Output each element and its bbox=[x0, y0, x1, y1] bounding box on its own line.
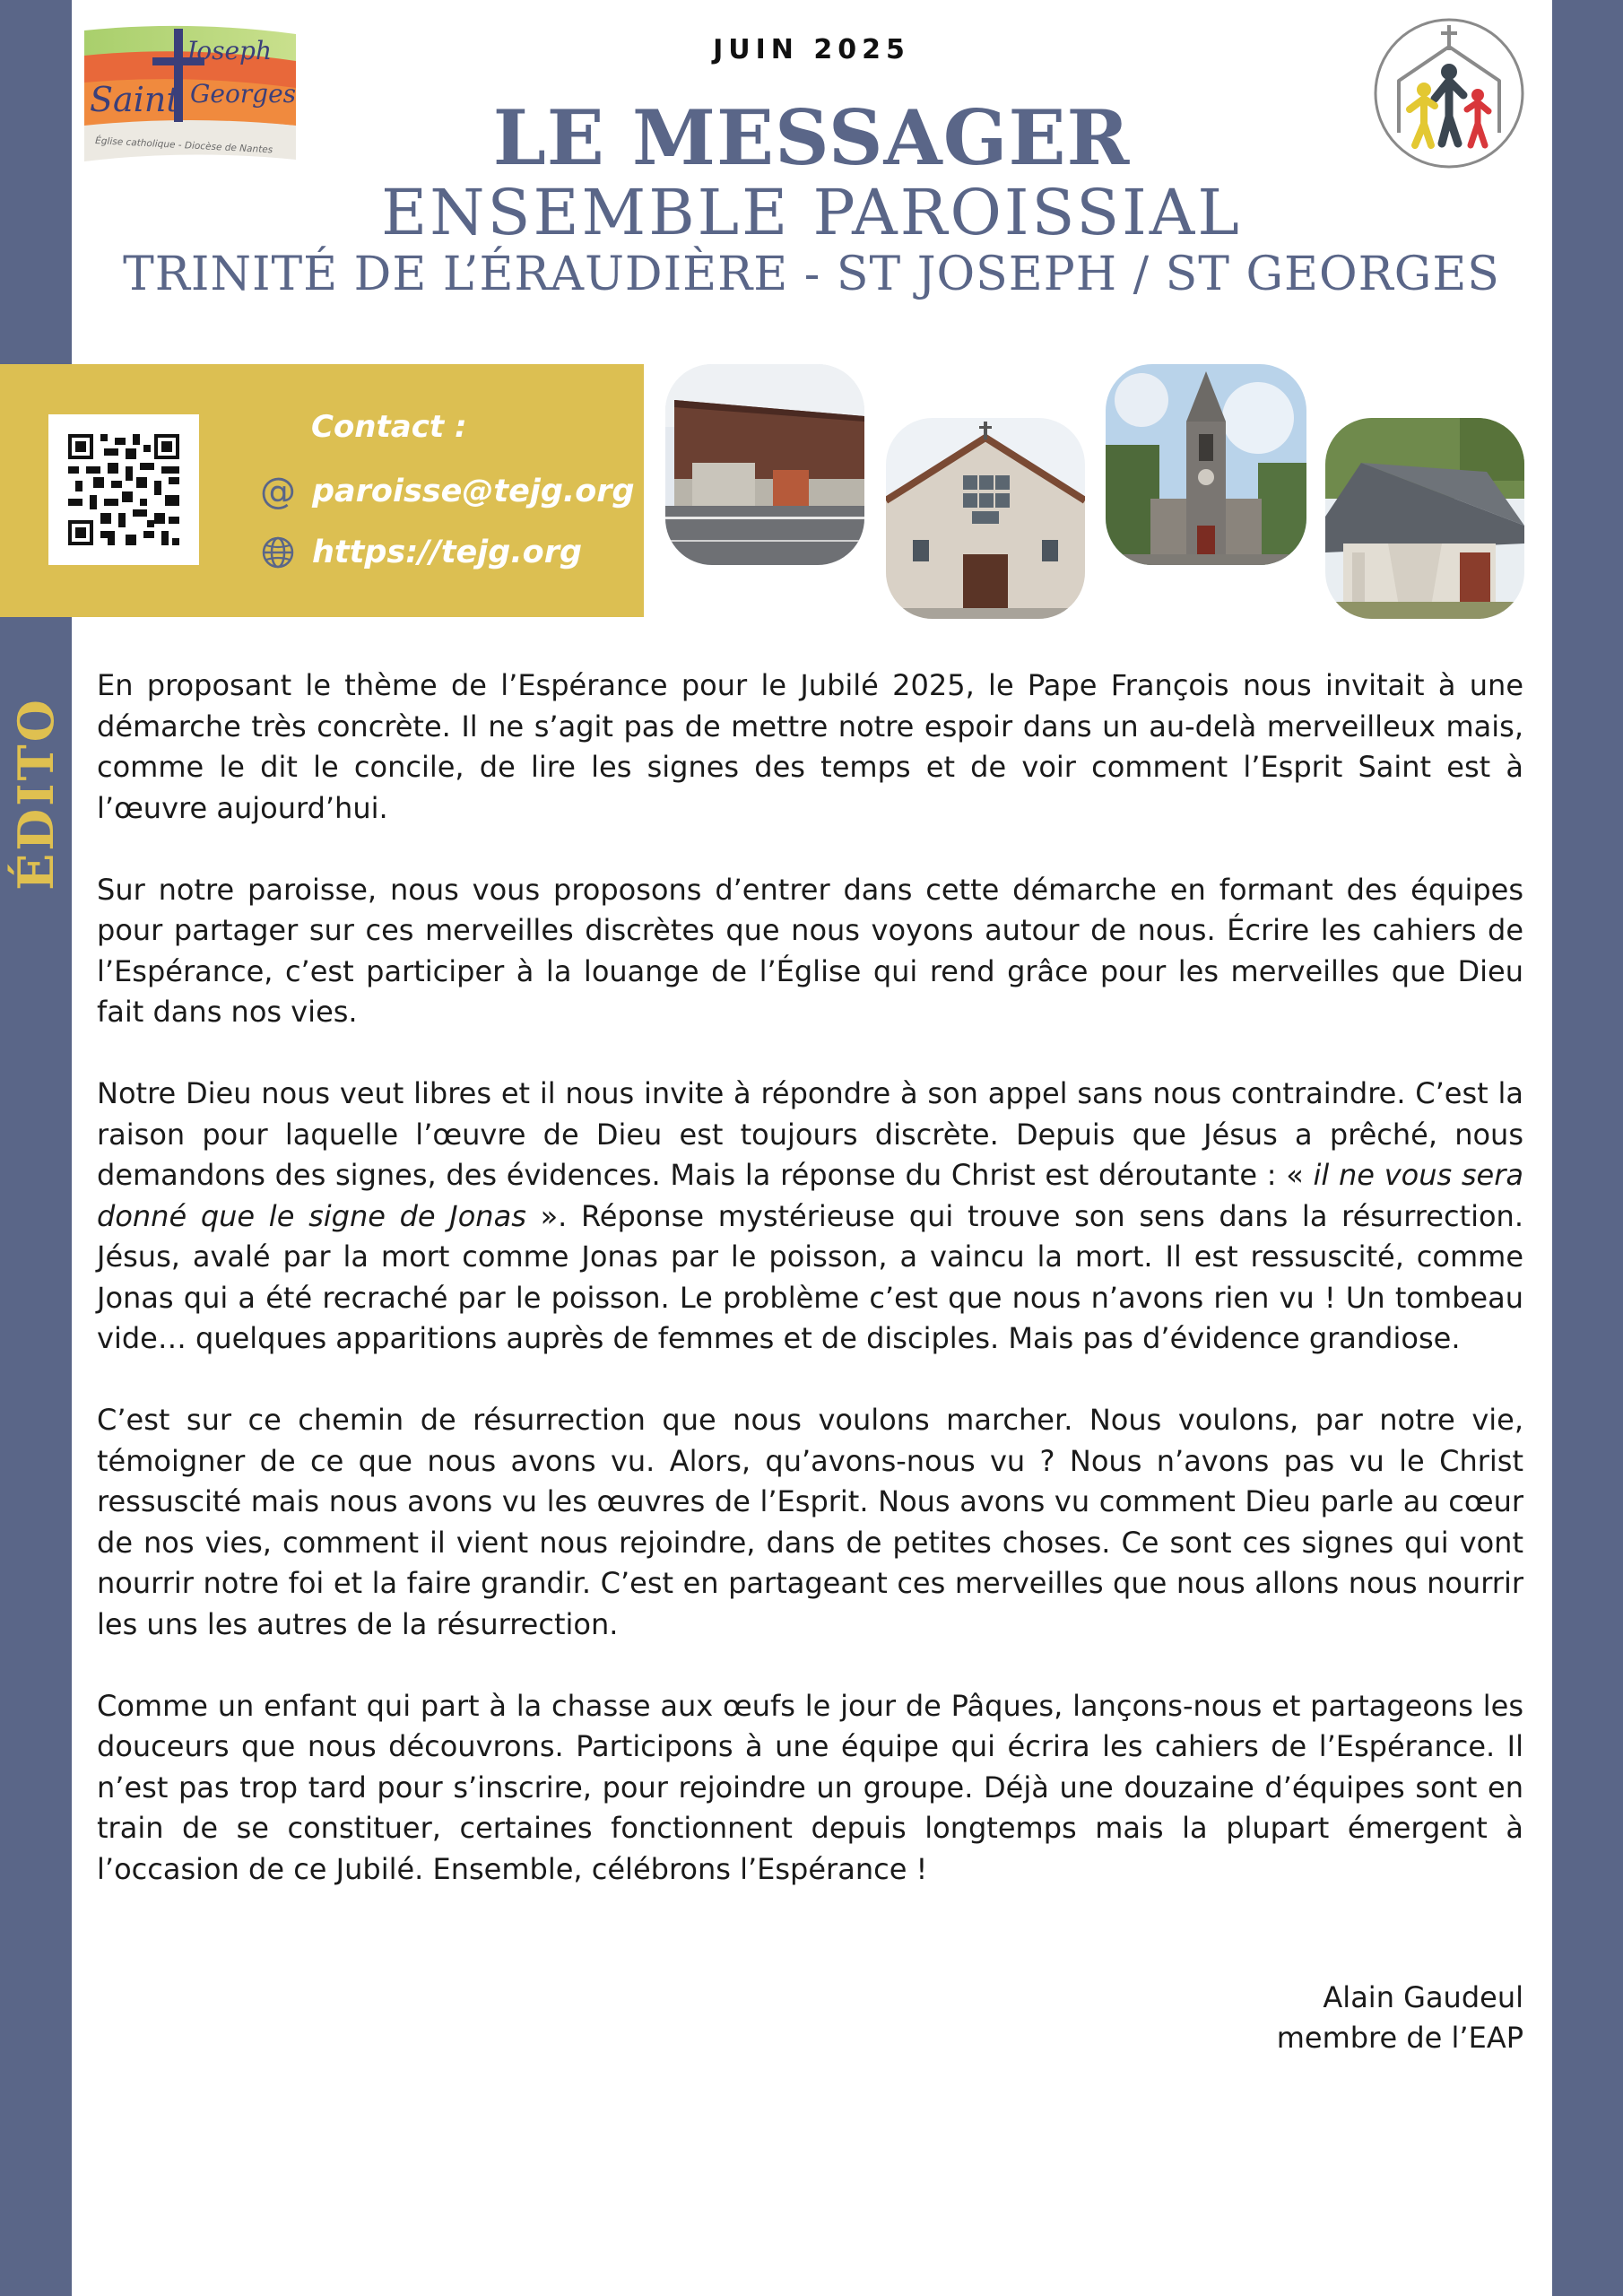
logo-text-saint: Saint bbox=[90, 80, 180, 119]
right-sidebar-band bbox=[1552, 0, 1623, 2296]
article-paragraph-3 bbox=[97, 1074, 1523, 1360]
newsletter-subtitle: ENSEMBLE PAROISSIAL bbox=[381, 176, 1242, 249]
at-icon: @ bbox=[260, 471, 296, 512]
newsletter-title: LE MESSAGER bbox=[492, 93, 1131, 182]
church-photo-3 bbox=[1106, 364, 1306, 565]
church-photo-2 bbox=[886, 418, 1085, 619]
article-paragraph-4: C’est sur ce chemin de résurrection que nous voulons marcher. Nous voulons, par notre vie, témoigner de ce que nous avons vu. Alors, qu’avons-nous vu ? Nous n’avons pas vu le Christ ressuscité mais nous avons vu les œuvres de l’Esprit. Nous avons vu comment Dieu parle au cœur de nos vies, comment il vient nous rejoindre, dans de petites choses. Ce sont ces signes qui vont nourrir notre foi et la faire grandir. C’est en partageant ces merveilles que nous allons nous nourrir les uns les autres de la résurrection. bbox=[97, 1403, 1523, 1641]
parish-names: TRINITÉ DE L’ÉRAUDIÈRE - ST JOSEPH / ST GEORGES bbox=[123, 248, 1500, 301]
edito-article bbox=[97, 665, 1523, 1931]
contact-website-row[interactable] bbox=[260, 532, 582, 573]
author-role: membre de l’EAP bbox=[1276, 2021, 1523, 2055]
article-paragraph-1: En proposant le thème de l’Espérance pour le Jubilé 2025, le Pape François nous invitait à une démarche très concrète. Il ne s’agit pas de mettre notre espoir dans un au-delà merveilleux mais, comme le dit le concile, de lire les signes des temps et de voir comment l’Esprit Saint est à l’œuvre aujourd’hui. bbox=[97, 668, 1523, 825]
section-label-edito: ÉDITO bbox=[7, 697, 65, 891]
author-name: Alain Gaudeul bbox=[1323, 1980, 1523, 2014]
contact-email-row[interactable] bbox=[260, 471, 635, 512]
church-photo-1 bbox=[665, 364, 864, 565]
contact-email[interactable]: paroisse@tejg.org bbox=[312, 474, 635, 509]
left-sidebar-band bbox=[0, 0, 72, 2296]
logo-text-joseph: Joseph bbox=[187, 36, 272, 65]
logo-tagline: Église catholique - Diocèse de Nantes bbox=[94, 135, 273, 156]
article-paragraph-5: Comme un enfant qui part à la chasse aux œufs le jour de Pâques, lançons-nous et partageons les douceurs que nous découvrons. Participons à une équipe qui écrira les cahiers de l’Espérance. Il n’est pas trop tard pour s’inscrire, pour rejoindre un groupe. Déjà une douzaine d’équipes sont en train de se constituer, certaines fonctionnent depuis longtemps mais la plupart émergent à l’occasion de ce Jubilé. Ensemble, célébrons l’Espérance ! bbox=[97, 1688, 1523, 1886]
logo-text-georges: Georges bbox=[190, 79, 297, 109]
paragraph-3-start: Notre Dieu nous veut libres et il nous invite à répondre à son appel sans nous contraindre. C’est la raison pour laquelle l’œuvre de Dieu est toujours discrète. Depuis que Jésus a prêché, nous demandons des signes, des évidences. Mais la réponse du Christ est déroutante : « bbox=[97, 1076, 1523, 1192]
signature bbox=[1076, 1978, 1523, 2058]
contact-label: Contact : bbox=[311, 409, 467, 445]
globe-icon bbox=[260, 535, 296, 570]
qr-code[interactable] bbox=[48, 414, 199, 565]
issue-month: JUIN 2025 bbox=[713, 34, 910, 65]
contact-website[interactable]: https://tejg.org bbox=[312, 535, 583, 570]
paragraph-3-end: ». Réponse mystérieuse qui trouve son sens dans la résurrection. Jésus, avalé par la mort comme Jonas par le poisson, a vaincu la mort. Il est ressuscité, comme Jonas qui a été recraché par le poisson. Le problème c’est que nous n’avons rien vu ! Un tombeau vide… quelques apparitions auprès de femmes et de disciples. Mais pas d’évidence grandiose. bbox=[97, 1198, 1524, 1355]
article-paragraph-2: Sur notre paroisse, nous vous proposons d’entrer dans cette démarche en formant des équipes pour partager sur ces merveilles discrètes que nous voyons autour de nous. Écrire les cahiers de l’Espérance, c’est participer à la louange de l’Église qui rend grâce pour les merveilles que Dieu fait dans nos vies. bbox=[97, 872, 1523, 1029]
jonas-quote: il ne vous sera donné que le signe de Jonas bbox=[97, 1158, 1524, 1233]
church-photo-4 bbox=[1325, 418, 1524, 619]
